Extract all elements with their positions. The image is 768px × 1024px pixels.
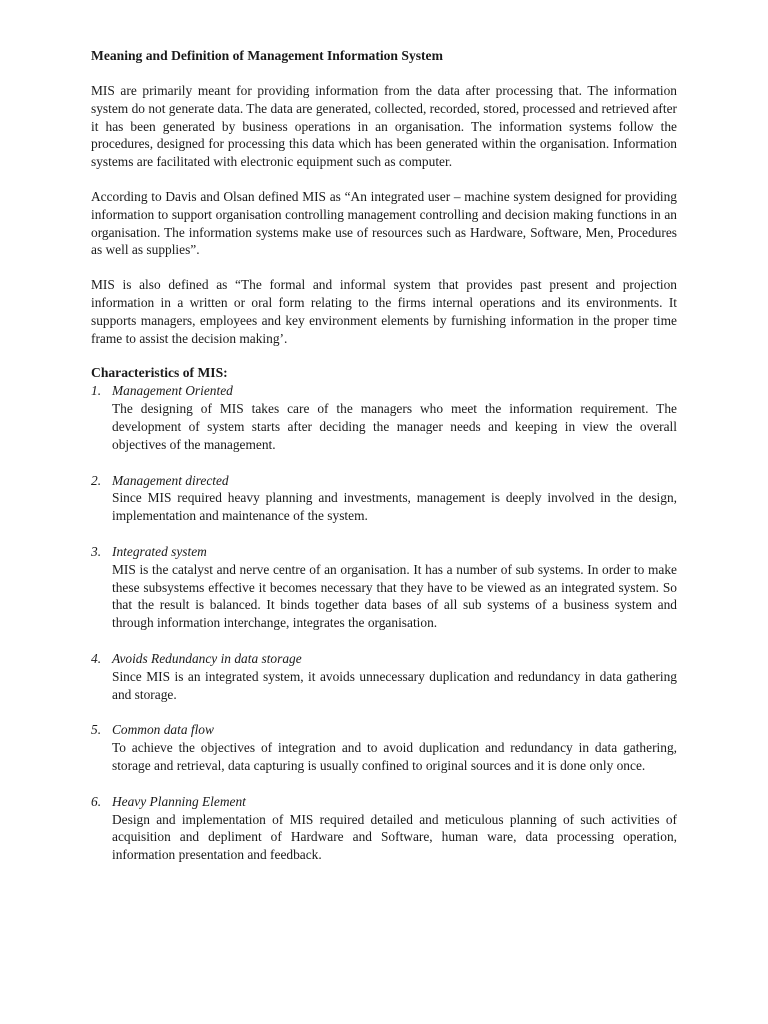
list-item — [91, 650, 677, 703]
list-item-body: Design and implementation of MIS required detailed and meticulous planning of such activities of acquisition and depliment of Hardware and Software, human ware, data processing operation, information presentation and feedback. — [112, 811, 677, 863]
list-item-title: Avoids Redundancy in data storage — [112, 650, 302, 666]
list-item — [91, 382, 677, 453]
list-item-number: 1. — [91, 383, 102, 399]
list-item-heading — [91, 650, 677, 668]
list-item-number: 4. — [91, 650, 102, 666]
list-item-number: 6. — [91, 793, 102, 809]
list-item-title: Management Oriented — [112, 383, 233, 399]
list-item-body: The designing of MIS takes care of the managers who meet the information requirement. The development of system starts after deciding the manager needs and keeping in view the overall objectives of the management. — [112, 401, 677, 452]
list-item-body: Since MIS is an integrated system, it avoids unnecessary duplication and redundancy in data gathering and storage. — [112, 668, 677, 702]
document-page — [91, 47, 677, 882]
list-item-number: 5. — [91, 722, 102, 738]
list-item-title: Heavy Planning Element — [112, 793, 246, 809]
list-item-heading — [91, 721, 677, 739]
list-item-body: Since MIS required heavy planning and investments, management is deeply involved in the design, implementation and maintenance of the system. — [112, 490, 677, 524]
list-item — [91, 793, 677, 864]
list-item-number: 3. — [91, 543, 102, 559]
list-item — [91, 543, 677, 632]
list-item-number: 2. — [91, 472, 102, 488]
document-title: Meaning and Definition of Management Information System — [91, 48, 443, 63]
paragraph-mis-overview: MIS are primarily meant for providing information from the data after processing that. The information system do not generate data. The data are generated, collected, recorded, stored, processed and retrieved after it has been generated by business operations in an organisation. The information systems follow the procedures, designed for processing this data which has been generated within the organisation. Information systems are facilitated with electronic equipment such as computer. — [91, 83, 677, 170]
list-item-title: Management directed — [112, 472, 229, 488]
list-item-heading — [91, 472, 677, 490]
list-item-heading — [91, 543, 677, 561]
list-item-body: To achieve the objectives of integration and to avoid duplication and redundancy in data gathering, storage and retrieval, data capturing is usually confined to original sources and it is done only once. — [112, 740, 677, 773]
list-item-heading — [91, 382, 677, 400]
characteristics-heading: Characteristics of MIS: — [91, 365, 228, 381]
paragraph-formal-definition: MIS is also defined as “The formal and informal system that provides past present and projection information in a written or oral form relating to the firms internal operations and its environments. It supports managers, employees and key environment elements by furnishing information in the proper time frame to assist the decision making’. — [91, 277, 677, 346]
characteristics-list — [91, 382, 677, 864]
list-item-body: MIS is the catalyst and nerve centre of an organisation. It has a number of sub systems. In order to make these subsystems effective it becomes necessary that they have to be viewed as an integrated system. So that the result is balanced. It binds together data bases of all sub systems of a business system and through information interchange, integrates the organisation. — [112, 561, 677, 631]
paragraph-davis-olsan-definition: According to Davis and Olsan defined MIS as “An integrated user – machine system designed for providing information to support organisation controlling management controlling and decision making functions in an organisation. The information systems make use of resources such as Hardware, Software, Men, Procedures as well as supplies”. — [91, 188, 677, 258]
list-item-title: Integrated system — [112, 543, 207, 559]
list-item-heading — [91, 793, 677, 811]
list-item — [91, 721, 677, 774]
list-item-title: Common data flow — [112, 722, 214, 738]
list-item — [91, 472, 677, 525]
